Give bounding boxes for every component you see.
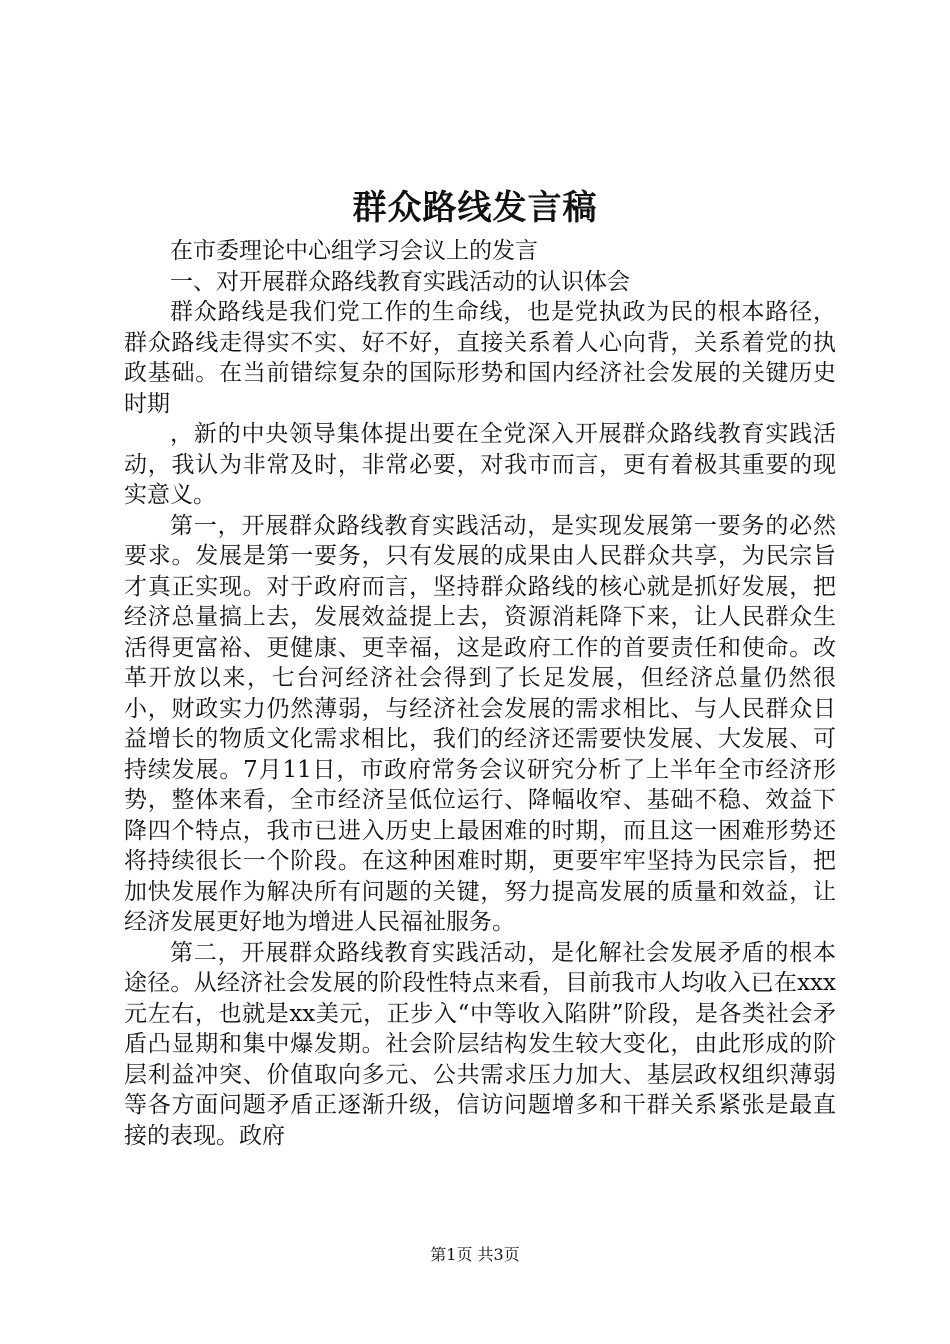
paragraph-body: 第二，开展群众路线教育实践活动，是化解社会发展矛盾的根本途径。从经济社会发展的阶段性特点来看，目前我市人均收入已在xxx元左右，也就是xx美元，正步入“中等收入陷阱”阶段，是各类社会矛盾凸显期和集中爆发期。社会阶层结构发生较大变化，由此形成的阶层利益冲突、价值取向多元、公共需求压力加大、基层政权组织薄弱等各方面问题矛盾正逐渐升级，信访问题增多和干群关系紧张是最直接的表现。政府 <box>124 939 836 1149</box>
paragraph-body: 第一，开展群众路线教育实践活动，是实现发展第一要务的必然要求。发展是第一要务，只有发展的成果由人民群众共享，为民宗旨才真正实现。对于政府而言，坚持群众路线的核心就是抓好发展，把经济总量搞上去，发展效益提上去，资源消耗降下来，让人民群众生活得更富裕、更健康、更幸福，这是政府工作的首要责任和使命。改革开放以来，七台河经济社会得到了长足发展，但经济总量仍然很小，财政实力仍然薄弱，与经济社会发展的需求相比、与人民群众日益增长的物质文化需求相比，我们的经济还需要快发展、大发展、可持续发展。7月11日，市政府常务会议研究分析了上半年全市经济形势，整体来看，全市经济呈低位运行、降幅收窄、基础不稳、效益下降四个特点，我市已进入历史上最困难的时期，而且这一困难形势还将持续很长一个阶段。在这种困难时期，更要牢牢坚持为民宗旨，把加快发展作为解决所有问题的关键，努力提高发展的质量和效益，让经济发展更好地为增进人民福祉服务。 <box>124 512 836 935</box>
document-body <box>124 236 836 1151</box>
paragraph-section-heading: 一、对开展群众路线教育实践活动的认识体会 <box>170 268 630 295</box>
page-footer: 第1页 共3页 <box>430 1245 520 1264</box>
paragraph-body: ，新的中央领导集体提出要在全党深入开展群众路线教育实践活动，我认为非常及时，非常必要，对我市而言，更有着极其重要的现实意义。 <box>124 421 836 508</box>
paragraph-body: 群众路线是我们党工作的生命线，也是党执政为民的根本路径，群众路线走得实不实、好不好，直接关系着人心向背，关系着党的执政基础。在当前错综复杂的国际形势和国内经济社会发展的关键历史时期 <box>124 299 836 417</box>
paragraph-subtitle: 在市委理论中心组学习会议上的发言 <box>170 238 538 264</box>
document-title: 群众路线发言稿 <box>352 188 598 228</box>
